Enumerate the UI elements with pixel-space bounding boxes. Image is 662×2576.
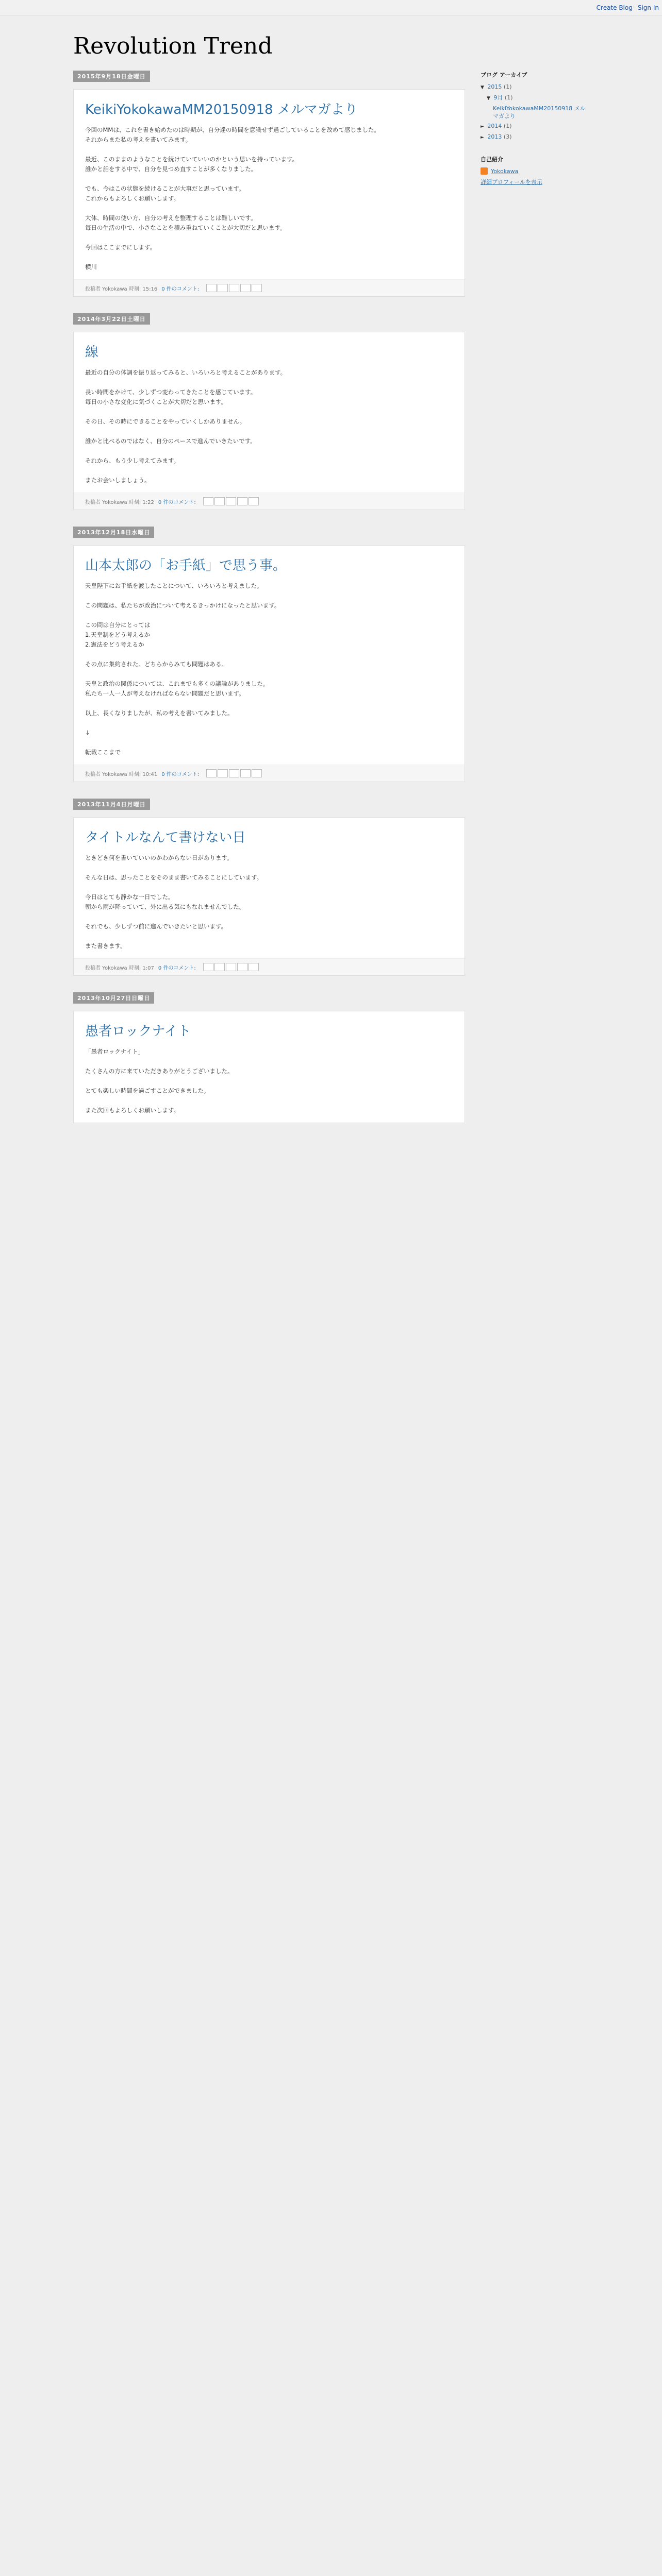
- post-paragraph: [85, 718, 453, 728]
- pinterest-share-icon[interactable]: [249, 963, 259, 971]
- post-paragraph: この問題は、私たちが政治について考えるきっかけになったと思います。: [85, 602, 280, 609]
- email-share-icon[interactable]: [206, 284, 217, 292]
- facebook-share-icon[interactable]: [240, 769, 251, 777]
- email-share-icon[interactable]: [203, 963, 213, 971]
- post-wrapper: [73, 527, 465, 782]
- archive-year-2013[interactable]: ► 2013 (3): [481, 133, 512, 140]
- main-column: [73, 71, 465, 1140]
- post-paragraph: たくさんの方に来ていただきありがとうございました。: [85, 1067, 234, 1075]
- post: [73, 89, 465, 297]
- post-date-header: 2013年10月27日日曜日: [73, 992, 154, 1004]
- post-paragraph: 誰かと比べるのではなく、自分のペースで進んでいきたいです。: [85, 437, 256, 445]
- post-paragraph: [85, 883, 453, 892]
- post-paragraph: それでも、少しずつ前に進んでいきたいと思います。: [85, 923, 227, 930]
- post-paragraph: [85, 466, 453, 476]
- post-paragraph: 毎日の生活の中で、小さなことを積み重ねていくことが大切だと思います。: [85, 224, 286, 231]
- pinterest-share-icon[interactable]: [249, 497, 259, 505]
- post-paragraph: 今回のMMは、これを書き始めたのは時期が、自分達の時間を意識せず過ごしていることを改めて感じました。: [85, 126, 380, 133]
- post-wrapper: [73, 799, 465, 976]
- blogger-profile-icon: [481, 167, 488, 175]
- archive-post-link[interactable]: KeikiYokokawaMM20150918 メルマガより: [493, 105, 586, 120]
- profile-title: 自己紹介: [481, 156, 503, 163]
- post-paragraph: 長い時間をかけて、少しずつ変わってきたことを感じています。: [85, 388, 257, 396]
- post-date-header: 2014年3月22日土曜日: [73, 313, 150, 325]
- post-paragraph: 今日はとても静かな一日でした。: [85, 893, 174, 901]
- archive-year-2015[interactable]: ▼ 2015 (1): [481, 83, 512, 90]
- post-author-time: 投稿者 Yokokawa 時刻: 1:22: [85, 499, 154, 505]
- post-paragraph: その日、その時にできることをやっていくしかありません。: [85, 418, 246, 425]
- post-date-header: 2013年12月18日水曜日: [73, 527, 154, 538]
- post-paragraph: [85, 1057, 453, 1066]
- post-paragraph: [85, 591, 453, 601]
- post-paragraph: 朝から雨が降っていて、外に出る気にもなれませんでした。: [85, 903, 245, 910]
- post-paragraph: [85, 252, 453, 262]
- post-paragraph: それからまた私の考えを書いてみます。: [85, 136, 192, 143]
- post-paragraph: 天皇陛下にお手紙を渡したことについて、いろいろと考えました。: [85, 582, 263, 589]
- blog-this-icon[interactable]: [214, 963, 225, 971]
- comments-link[interactable]: 0 件のコメント:: [158, 499, 196, 505]
- post-wrapper: [73, 992, 465, 1123]
- post-wrapper: [73, 313, 465, 510]
- post-paragraph: [85, 738, 453, 748]
- post-paragraph: 私たち一人一人が考えなければならない問題だと思います。: [85, 690, 245, 697]
- view-profile-link[interactable]: 詳細プロフィールを表示: [481, 179, 542, 185]
- create-blog-link[interactable]: Create Blog: [596, 4, 633, 11]
- comments-link[interactable]: 0 件のコメント:: [158, 965, 196, 971]
- email-share-icon[interactable]: [206, 769, 217, 777]
- post-date-header: 2015年9月18日金曜日: [73, 71, 150, 82]
- post-author-time: 投稿者 Yokokawa 時刻: 1:07: [85, 965, 154, 971]
- post-date-header: 2013年11月4日月曜日: [73, 799, 150, 810]
- post-body: [85, 368, 453, 485]
- post-paragraph: 2.憲法をどう考えるか: [85, 641, 144, 648]
- post-paragraph: [85, 650, 453, 659]
- post-paragraph: とても楽しい時間を過ごすことができました。: [85, 1087, 210, 1094]
- post-paragraph: 天皇と政治の関係については、これまでも多くの議論がありました。: [85, 680, 269, 687]
- twitter-share-icon[interactable]: [226, 963, 236, 971]
- post-paragraph: ↓: [85, 729, 90, 736]
- expand-triangle-icon[interactable]: ►: [481, 124, 484, 129]
- post-paragraph: [85, 931, 453, 941]
- post-paragraph: 転載ここまで: [85, 749, 121, 756]
- post: [73, 545, 465, 782]
- post-paragraph: その点に集約された。どちらからみても問題はある。: [85, 660, 227, 668]
- post-paragraph: [85, 912, 453, 922]
- post-footer: [74, 279, 465, 296]
- post-paragraph: [85, 174, 453, 184]
- post-paragraph: [85, 407, 453, 417]
- post-paragraph: [85, 669, 453, 679]
- post-paragraph: [85, 611, 453, 620]
- post-paragraph: [85, 863, 453, 873]
- post-paragraph: [85, 1076, 453, 1086]
- post-author-time: 投稿者 Yokokawa 時刻: 10:41: [85, 771, 158, 777]
- content-wrapper: [73, 71, 589, 1140]
- post-paragraph: それから、もう少し考えてみます。: [85, 457, 180, 464]
- pinterest-share-icon[interactable]: [252, 284, 262, 292]
- profile-widget: [481, 155, 589, 186]
- post-body: [85, 581, 453, 757]
- archive-title: ブログ アーカイブ: [481, 72, 527, 78]
- post-body: [85, 853, 453, 951]
- post-title-link[interactable]: 線: [85, 345, 99, 360]
- post-title-link[interactable]: 山本太郎の「お手紙」で思う事。: [85, 558, 287, 573]
- post-paragraph: でも、今はこの状態を続けることが大事だと思っています。: [85, 185, 245, 192]
- facebook-share-icon[interactable]: [237, 963, 247, 971]
- post-paragraph: 最近、このままのようなことを続けていていいのかという思いを持っています。: [85, 156, 299, 163]
- post-paragraph: これからもよろしくお願いします。: [85, 195, 180, 202]
- collapse-triangle-icon[interactable]: ▼: [481, 85, 484, 90]
- post-paragraph: 1.天皇制をどう考えるか: [85, 631, 150, 638]
- post-paragraph: 誰かと話をする中で、自分を見つめ直すことが多くなりました。: [85, 165, 257, 173]
- post-body: [85, 125, 453, 272]
- post-body: [85, 1047, 453, 1115]
- sidebar: [481, 71, 589, 199]
- twitter-share-icon[interactable]: [229, 769, 239, 777]
- post-footer: [74, 958, 465, 975]
- post-paragraph: また次回もよろしくお願いします。: [85, 1107, 180, 1114]
- archive-month-9[interactable]: ▼ 9月 (1): [487, 94, 513, 101]
- post-paragraph: 以上、長くなりましたが、私の考えを書いてみました。: [85, 709, 234, 717]
- twitter-share-icon[interactable]: [229, 284, 239, 292]
- collapse-triangle-icon[interactable]: ▼: [487, 96, 490, 101]
- sign-in-link[interactable]: Sign In: [637, 4, 659, 11]
- post-paragraph: [85, 427, 453, 436]
- post-paragraph: そんな日は、思ったことをそのまま書いてみることにしています。: [85, 874, 263, 881]
- blog-this-icon[interactable]: [218, 284, 228, 292]
- blog-this-icon[interactable]: [214, 497, 225, 505]
- post: [73, 817, 465, 976]
- post-paragraph: 毎日の小さな変化に気づくことが大切だと思います。: [85, 398, 227, 405]
- post-paragraph: [85, 1096, 453, 1106]
- post-paragraph: また書きます。: [85, 942, 126, 950]
- post-paragraph: 大体、時間の使い方、自分の考えを整理することは難しいです。: [85, 214, 257, 222]
- post-paragraph: 最近の自分の体調を振り返ってみると、いろいろと考えることがあります。: [85, 369, 287, 376]
- archive-year-2014[interactable]: ► 2014 (1): [481, 123, 512, 129]
- blog-header: [73, 15, 589, 71]
- blog-archive-widget: [481, 71, 589, 142]
- post-title-link[interactable]: 愚者ロックナイト: [85, 1024, 191, 1039]
- post-paragraph: 横川: [85, 263, 97, 270]
- expand-triangle-icon[interactable]: ►: [481, 135, 484, 140]
- post-author-time: 投稿者 Yokokawa 時刻: 15:16: [85, 286, 158, 292]
- post-paragraph: 今回はここまでにします。: [85, 244, 156, 251]
- blog-this-icon[interactable]: [218, 769, 228, 777]
- post: [73, 332, 465, 510]
- post-paragraph: [85, 378, 453, 387]
- post-paragraph: [85, 233, 453, 243]
- post-paragraph: 「愚者ロックナイト」: [85, 1048, 144, 1055]
- post-paragraph: ときどき何を書いていいのかわからない日があります。: [85, 854, 233, 861]
- post-title-link[interactable]: KeikiYokokawaMM20150918 メルマガより: [85, 102, 358, 117]
- post-paragraph: [85, 446, 453, 456]
- comments-link[interactable]: 0 件のコメント:: [161, 771, 200, 777]
- blog-title[interactable]: Revolution Trend: [73, 33, 273, 59]
- email-share-icon[interactable]: [203, 497, 213, 505]
- post-paragraph: [85, 699, 453, 708]
- facebook-share-icon[interactable]: [237, 497, 247, 505]
- comments-link[interactable]: 0 件のコメント:: [161, 286, 200, 292]
- post: [73, 1011, 465, 1123]
- post-footer: [74, 765, 465, 782]
- post-footer: [74, 493, 465, 510]
- post-paragraph: [85, 145, 453, 155]
- post-wrapper: [73, 71, 465, 297]
- facebook-share-icon[interactable]: [240, 284, 251, 292]
- post-paragraph: この問は自分にとっては: [85, 621, 151, 629]
- post-title-link[interactable]: タイトルなんて書けない日: [85, 830, 246, 845]
- twitter-share-icon[interactable]: [226, 497, 236, 505]
- pinterest-share-icon[interactable]: [252, 769, 262, 777]
- blogger-navbar: [0, 0, 662, 15]
- post-paragraph: [85, 204, 453, 213]
- post-paragraph: またお会いしましょう。: [85, 477, 151, 484]
- profile-name-link[interactable]: Yokokawa: [491, 167, 519, 175]
